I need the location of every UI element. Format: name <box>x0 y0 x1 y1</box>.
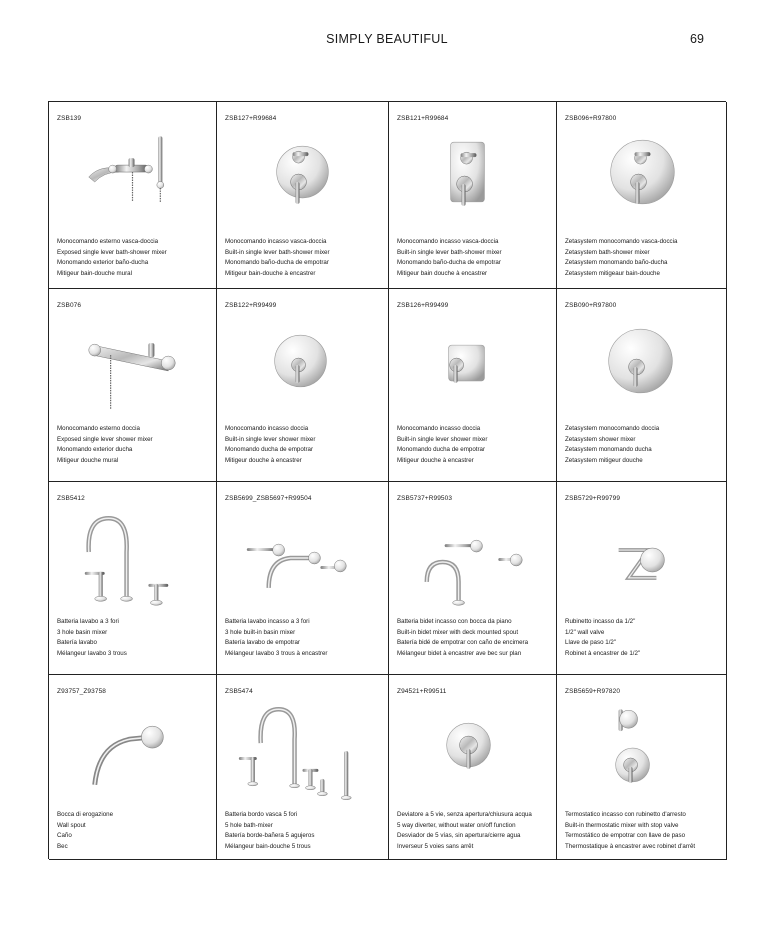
product-code: ZSB5474 <box>225 688 253 695</box>
product-code: ZSB126+R99499 <box>397 302 449 309</box>
wall-spout-icon <box>49 703 216 803</box>
product-description: Monocomando incasso doccia Built-in single lever shower mixer Monomando ducha de empotrar Mitigeur douche à encastrer <box>397 425 488 464</box>
product-description: Batteria lavabo a 3 fori 3 hole basin mixer Batería lavabo Mélangeur lavabo 3 trous <box>57 618 127 657</box>
zetasystem-shower-mixer-icon <box>557 317 726 417</box>
product-cell <box>389 102 557 289</box>
product-cell <box>217 289 389 482</box>
product-description: Zetasystem monocomando vasca-doccia Zetasystem bath-shower mixer Zetasystem monomando baño-ducha Zetasystem mitigeaur bain-douche <box>565 238 678 277</box>
square-builtin-shower-mixer-icon <box>389 317 556 417</box>
3-hole-builtin-basin-mixer-icon <box>217 510 388 610</box>
rectangular-builtin-bath-shower-mixer-icon <box>389 130 556 230</box>
product-code: ZSB096+R97800 <box>565 115 617 122</box>
product-code: ZSB5659+R97820 <box>565 688 621 695</box>
product-description: Rubinetto incasso da 1/2" 1/2" wall valve Llave de paso 1/2" Robinet à encastrer de 1/2" <box>565 618 641 657</box>
page-title: SIMPLY BEAUTIFUL <box>326 32 448 46</box>
product-grid <box>48 101 726 859</box>
product-description: Batteria bidet incasso con bocca da piano Built-in bidet mixer with deck mounted spout Batería bidé de empotrar con caño de encimera Mélangeur bidet à encastrer ave bec sur plan <box>397 618 529 657</box>
product-description: Monocomando esterno vasca-doccia Exposed single lever bath-shower mixer Monomando exterior baño-ducha Mitigeur bain-douche mural <box>57 238 167 277</box>
product-description: Bocca di erogazione Wall spout Caño Bec <box>57 811 114 850</box>
product-description: Batteria lavabo incasso a 3 fori 3 hole built-in basin mixer Batería lavabo de empotrar Mélangeur lavabo 3 trous à encastrer <box>225 618 328 657</box>
product-code: ZSB090+R97800 <box>565 302 617 309</box>
product-cell <box>389 675 557 860</box>
product-description: Monocomando esterno doccia Exposed single lever shower mixer Monomando exterior ducha Mitigeur douche mural <box>57 425 153 464</box>
builtin-bidet-mixer-icon <box>389 510 556 610</box>
exposed-bath-shower-mixer-icon <box>49 130 216 230</box>
product-code: ZSB122+R99499 <box>225 302 277 309</box>
product-cell <box>217 102 389 289</box>
product-code: Z93757_Z93758 <box>57 688 107 695</box>
3-hole-basin-mixer-icon <box>49 510 216 610</box>
product-description: Deviatore a 5 vie, senza apertura/chiusura acqua 5 way diverter, without water on/off function Desviador de 5 vías, sin apertura/cierre agua Inverseur 5 voies sans arrêt <box>397 811 532 850</box>
product-cell <box>557 675 727 860</box>
product-code: ZSB139 <box>57 115 82 122</box>
product-cell <box>557 482 727 675</box>
product-cell <box>557 102 727 289</box>
product-cell <box>49 102 217 289</box>
product-description: Monocomando incasso vasca-doccia Built-in single lever bath-shower mixer Monomando baño-ducha de empotrar Mitigeur bain-douche à encastrer <box>225 238 330 277</box>
product-code: ZSB121+R99684 <box>397 115 449 122</box>
round-builtin-bath-shower-mixer-icon <box>217 130 388 230</box>
product-description: Termostatico incasso con rubinetto d'arresto Built-in thermostatic mixer with stop valve Termostático de empotrar con llave de paso Thermostatique à encastrer avec robinet d'arrêt <box>565 811 696 850</box>
product-code: ZSB5699_ZSB5697+R99504 <box>225 495 312 502</box>
page-number: 69 <box>690 32 704 46</box>
product-cell <box>49 675 217 860</box>
zetasystem-bath-shower-mixer-icon <box>557 130 726 230</box>
wall-valve-icon <box>557 510 726 610</box>
product-code: Z94521+R99511 <box>397 688 447 695</box>
product-cell <box>49 482 217 675</box>
5-way-diverter-icon <box>389 703 556 803</box>
exposed-shower-mixer-icon <box>49 317 216 417</box>
product-cell <box>557 289 727 482</box>
product-cell <box>49 289 217 482</box>
product-description: Monocomando incasso vasca-doccia Built-in single lever bath-shower mixer Monomando baño-ducha de empotrar Mitigeur bain douche à encastrer <box>397 238 502 277</box>
product-description: Batteria bordo vasca 5 fori 5 hole bath-mixer Batería borde-bañera 5 agujeros Mélangeur bain-douche 5 trous <box>225 811 315 850</box>
product-code: ZSB5737+R99503 <box>397 495 453 502</box>
product-cell <box>217 482 389 675</box>
product-code: ZSB127+R99684 <box>225 115 277 122</box>
product-cell <box>389 482 557 675</box>
product-description: Zetasystem monocomando doccia Zetasystem shower mixer Zetasystem monomando ducha Zetasystem mitigeur douche <box>565 425 660 464</box>
product-code: ZSB5729+R99799 <box>565 495 621 502</box>
product-code: ZSB076 <box>57 302 82 309</box>
product-code: ZSB5412 <box>57 495 85 502</box>
product-description: Monocomando incasso doccia Built-in single lever shower mixer Monomando ducha de empotrar Mitigeur douche à encastrer <box>225 425 316 464</box>
product-cell <box>217 675 389 860</box>
5-hole-bath-mixer-icon <box>217 703 388 803</box>
product-cell <box>389 289 557 482</box>
thermostatic-mixer-icon <box>557 703 726 803</box>
round-builtin-shower-mixer-icon <box>217 317 388 417</box>
